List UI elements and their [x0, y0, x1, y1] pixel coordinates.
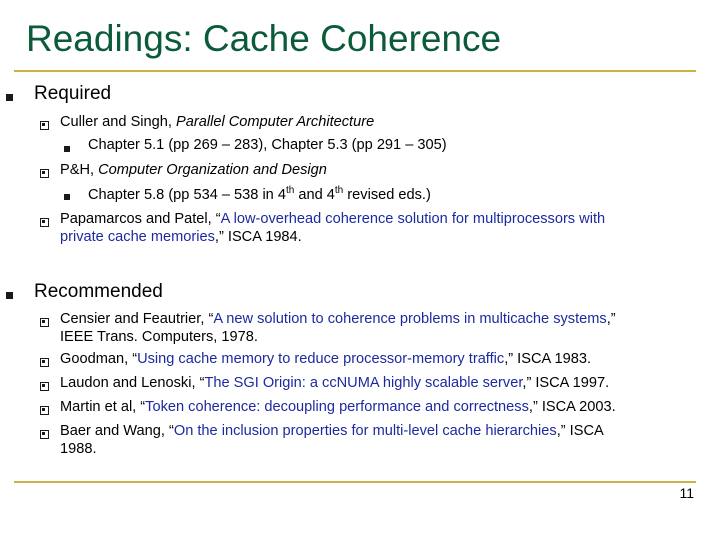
bullet-square-icon: [6, 292, 13, 299]
recommended-item-1: Censier and Feautrier, “A new solution to coherence problems in multicache systems,” IEEE Trans. Computers, 1978.: [60, 311, 616, 345]
hollow-bullet-icon: [40, 218, 49, 227]
required-item-3: Papamarcos and Patel, “A low-overhead coherence solution for multiprocessors with private cache memories,” ISCA 1984.: [60, 211, 606, 245]
section-heading-required: Required: [34, 83, 112, 104]
recommended-item-5: Baer and Wang, “On the inclusion properties for multi-level cache hierarchies,” ISCA 1988.: [60, 423, 604, 457]
required-item-1: Culler and Singh, Parallel Computer Architecture: [60, 114, 375, 130]
paper-link[interactable]: A new solution to coherence problems in multicache systems: [213, 311, 607, 327]
hollow-bullet-icon: [40, 318, 49, 327]
title-divider: [14, 70, 696, 72]
footer-divider: [14, 481, 696, 483]
recommended-item-2: Goodman, “Using cache memory to reduce processor-memory traffic,” ISCA 1983.: [60, 351, 592, 367]
hollow-bullet-icon: [40, 382, 49, 391]
hollow-bullet-icon: [40, 430, 49, 439]
bullet-square-icon: [6, 94, 13, 101]
paper-link-continued[interactable]: private cache memories: [60, 229, 215, 245]
page-number: 11: [679, 485, 694, 501]
paper-link[interactable]: Token coherence: decoupling performance and correctness: [145, 399, 529, 415]
bullet-square-icon: [64, 194, 70, 200]
required-item-1-detail: Chapter 5.1 (pp 269 – 283), Chapter 5.3 (pp 291 – 305): [88, 137, 447, 153]
paper-link[interactable]: Using cache memory to reduce processor-memory traffic: [137, 351, 505, 367]
bullet-square-icon: [64, 146, 70, 152]
paper-link[interactable]: The SGI Origin: a ccNUMA highly scalable server: [204, 375, 523, 391]
slide-title: Readings: Cache Coherence: [26, 18, 502, 59]
section-heading-recommended: Recommended: [34, 281, 163, 302]
required-item-2-detail: Chapter 5.8 (pp 534 – 538 in 4th and 4th revised eds.): [88, 185, 431, 203]
hollow-bullet-icon: [40, 169, 49, 178]
recommended-item-3: Laudon and Lenoski, “The SGI Origin: a ccNUMA highly scalable server,” ISCA 1997.: [60, 375, 610, 391]
recommended-item-4: Martin et al, “Token coherence: decoupling performance and correctness,” ISCA 2003.: [60, 399, 616, 415]
paper-link[interactable]: On the inclusion properties for multi-level cache hierarchies: [173, 423, 557, 439]
required-item-2: P&H, Computer Organization and Design: [60, 162, 327, 178]
hollow-bullet-icon: [40, 121, 49, 130]
hollow-bullet-icon: [40, 358, 49, 367]
hollow-bullet-icon: [40, 406, 49, 415]
paper-link[interactable]: A low-overhead coherence solution for multiprocessors with: [220, 211, 606, 227]
